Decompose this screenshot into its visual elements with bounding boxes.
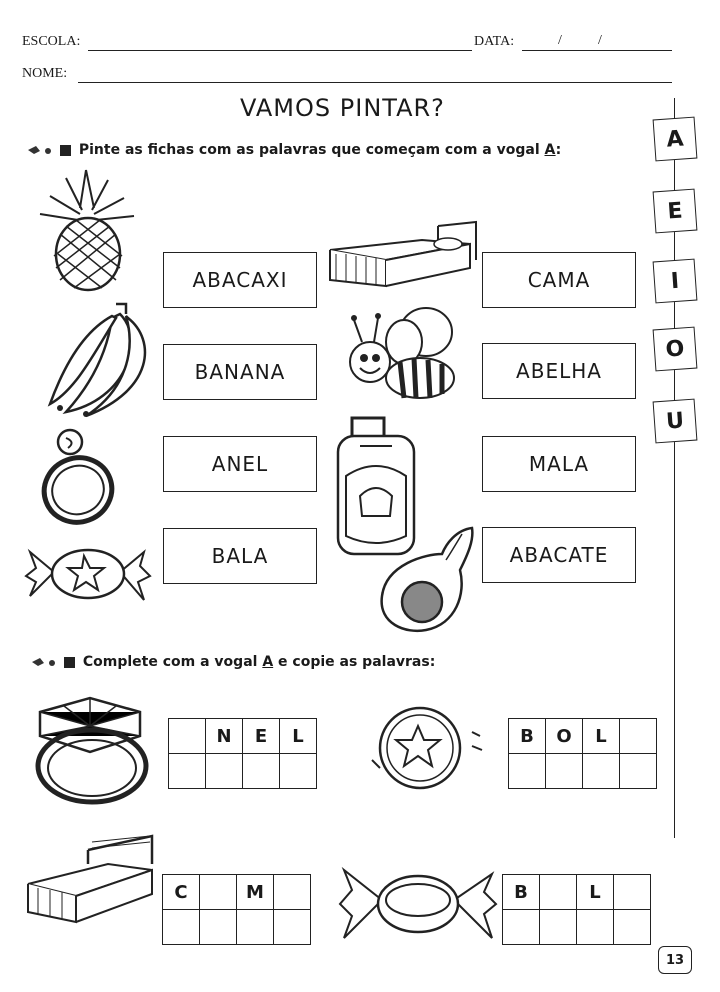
candy-icon [338, 864, 498, 944]
grid-cell[interactable] [577, 910, 614, 945]
grid-cell[interactable] [620, 754, 657, 789]
ring-icon [36, 428, 122, 528]
instruction-2-vowel: A [262, 654, 274, 670]
word-card-abelha[interactable]: ABELHA [482, 343, 636, 399]
school-label: ESCOLA: [22, 34, 81, 49]
grid-cell[interactable] [274, 875, 311, 910]
letter-grid-bala [502, 874, 651, 945]
avocado-icon [376, 524, 482, 636]
banana-icon [46, 300, 160, 420]
name-label: NOME: [22, 66, 68, 81]
bed-icon [26, 834, 156, 924]
instruction-1 [26, 142, 561, 158]
grid-cell: L [280, 719, 317, 754]
word-card-cama[interactable]: CAMA [482, 252, 636, 308]
vowel-card-u: U [653, 399, 698, 444]
date-separator-1: / [558, 33, 562, 48]
grid-cell: M [237, 875, 274, 910]
date-separator-2: / [598, 33, 602, 48]
instruction-2-text: Complete com a vogal [82, 654, 263, 670]
instruction-1-text: Pinte as fichas com as palavras que começam com a vogal [78, 142, 545, 158]
grid-cell[interactable] [503, 910, 540, 945]
letter-grid-bola [508, 718, 657, 789]
instruction-2-suffix: e copie as palavras: [273, 654, 436, 670]
instruction-1-suffix: : [555, 142, 562, 158]
vowel-card-e: E [653, 189, 698, 234]
grid-cell[interactable] [274, 910, 311, 945]
grid-cell: E [243, 719, 280, 754]
grid-cell: L [583, 719, 620, 754]
grid-cell[interactable] [163, 910, 200, 945]
candy-icon [24, 542, 152, 606]
page-title: VAMOS PINTAR? [240, 94, 445, 122]
word-card-banana[interactable]: BANANA [163, 344, 317, 400]
date-line[interactable] [522, 50, 672, 51]
word-card-abacaxi[interactable]: ABACAXI [163, 252, 317, 308]
bullet-icon [30, 655, 78, 669]
grid-cell: L [577, 875, 614, 910]
name-line[interactable] [78, 82, 672, 83]
grid-cell[interactable] [583, 754, 620, 789]
vowel-card-i: I [653, 259, 698, 304]
grid-cell[interactable] [509, 754, 546, 789]
bee-icon [344, 302, 460, 406]
grid-cell[interactable] [280, 754, 317, 789]
bullet-icon [26, 143, 74, 157]
grid-cell[interactable] [243, 754, 280, 789]
grid-cell[interactable] [237, 910, 274, 945]
grid-cell: C [163, 875, 200, 910]
grid-cell[interactable] [540, 875, 577, 910]
bed-icon [326, 220, 478, 290]
vowel-card-a: A [653, 117, 698, 162]
grid-cell: B [509, 719, 546, 754]
letter-grid-cama [162, 874, 311, 945]
grid-cell[interactable] [540, 910, 577, 945]
grid-cell[interactable] [169, 719, 206, 754]
word-card-anel[interactable]: ANEL [163, 436, 317, 492]
word-card-mala[interactable]: MALA [482, 436, 636, 492]
word-card-abacate[interactable]: ABACATE [482, 527, 636, 583]
vowel-card-o: O [653, 327, 698, 372]
page-number: 13 [658, 946, 692, 974]
grid-cell[interactable] [200, 875, 237, 910]
grid-cell: N [206, 719, 243, 754]
ball-icon [368, 700, 488, 800]
grid-cell[interactable] [206, 754, 243, 789]
instruction-2 [30, 654, 435, 670]
pineapple-icon [36, 168, 140, 292]
grid-cell[interactable] [614, 910, 651, 945]
grid-cell[interactable] [546, 754, 583, 789]
grid-cell[interactable] [614, 875, 651, 910]
grid-cell: B [503, 875, 540, 910]
grid-cell[interactable] [200, 910, 237, 945]
school-line[interactable] [88, 50, 472, 51]
word-card-bala[interactable]: BALA [163, 528, 317, 584]
date-label: DATA: [474, 34, 515, 49]
ring-icon [30, 692, 154, 808]
grid-cell[interactable] [169, 754, 206, 789]
instruction-1-vowel: A [544, 142, 556, 158]
grid-cell[interactable] [620, 719, 657, 754]
letter-grid-anel [168, 718, 317, 789]
grid-cell: O [546, 719, 583, 754]
